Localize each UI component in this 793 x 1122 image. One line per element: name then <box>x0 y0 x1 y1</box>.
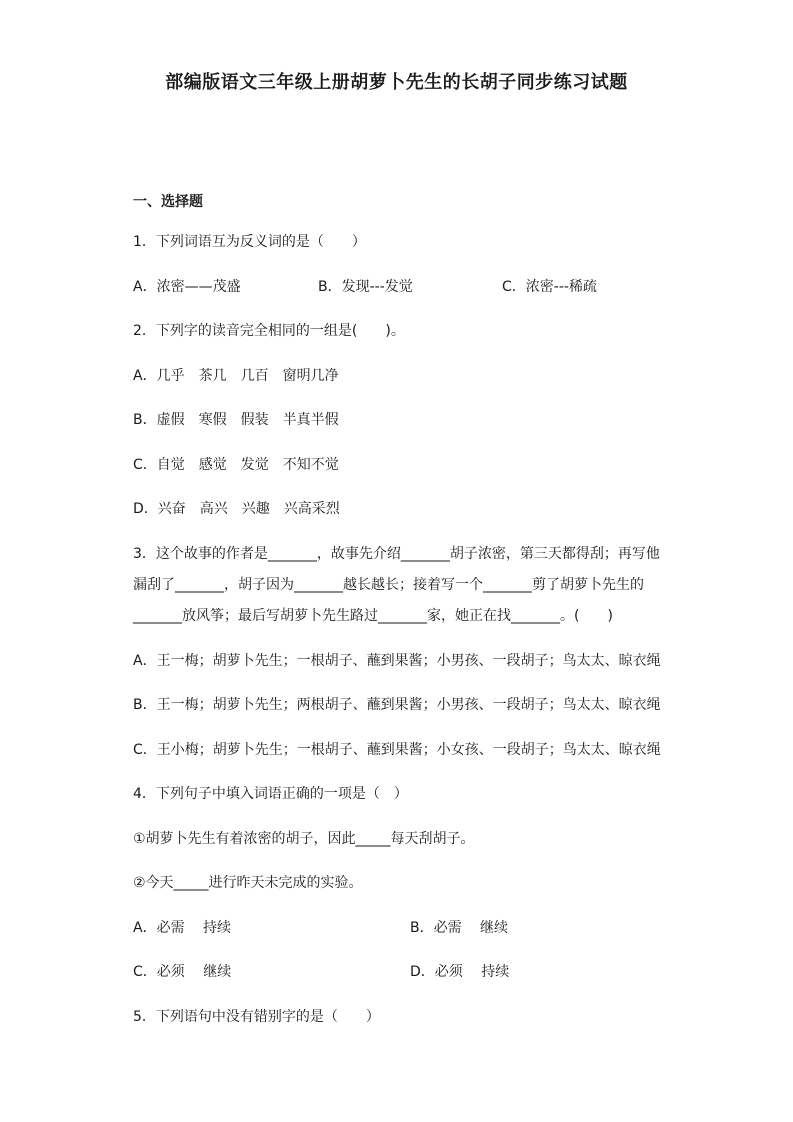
q4-sentence-2: ②今天_____进行昨天未完成的实验。 <box>133 875 363 891</box>
q4-option-c: C．必须 继续 <box>133 964 232 980</box>
question-3-stem-line-3: _______放风筝；最后写胡萝卜先生路过_______家，她正在找_______。( ) <box>133 608 613 624</box>
section-heading: 一、选择题 <box>133 194 203 210</box>
q1-option-c: C．浓密---稀疏 <box>502 279 597 295</box>
q2-option-b: B．虚假 寒假 假装 半真半假 <box>133 412 339 428</box>
question-3-stem-line-2: 漏刮了_______，胡子因为_______越长越长；接着写一个_______剪了胡萝卜先生的 <box>133 577 644 593</box>
q4-option-a: A．必需 持续 <box>133 920 232 936</box>
q3-option-b: B．王一梅；胡萝卜先生；两根胡子、蘸到果酱；小男孩、一段胡子；鸟太太、晾衣绳 <box>133 697 661 713</box>
question-1-stem: 1．下列词语互为反义词的是（ ） <box>133 234 366 250</box>
q2-option-c: C．自觉 感觉 发觉 不知不觉 <box>133 457 339 473</box>
q1-option-b: B．发现---发觉 <box>318 279 413 295</box>
question-5-stem: 5．下列语句中没有错别字的是（ ） <box>133 1009 380 1025</box>
question-4-stem: 4．下列句子中填入词语正确的一项是（ ） <box>133 786 408 802</box>
question-2-stem: 2．下列字的读音完全相同的一组是( )。 <box>133 323 405 339</box>
q2-option-a: A．几乎 茶几 几百 窗明几净 <box>133 368 339 384</box>
q4-sentence-1: ①胡萝卜先生有着浓密的胡子，因此_____每天刮胡子。 <box>133 831 475 847</box>
q2-option-d: D．兴奋 高兴 兴趣 兴高采烈 <box>133 501 340 517</box>
q4-option-d: D．必须 持续 <box>410 964 510 980</box>
q3-option-c: C．王小梅；胡萝卜先生；一根胡子、蘸到果酱；小女孩、一段胡子；鸟太太、晾衣绳 <box>133 742 661 758</box>
q3-option-a: A．王一梅；胡萝卜先生；一根胡子、蘸到果酱；小男孩、一段胡子；鸟太太、晾衣绳 <box>133 653 661 669</box>
q1-option-a: A．浓密——茂盛 <box>133 279 241 295</box>
page-title: 部编版语文三年级上册胡萝卜先生的长胡子同步练习试题 <box>165 72 628 93</box>
q4-option-b: B．必需 继续 <box>410 920 509 936</box>
question-3-stem-line-1: 3．这个故事的作者是_______，故事先介绍_______胡子浓密，第三天都得刮；再写他 <box>133 546 660 562</box>
